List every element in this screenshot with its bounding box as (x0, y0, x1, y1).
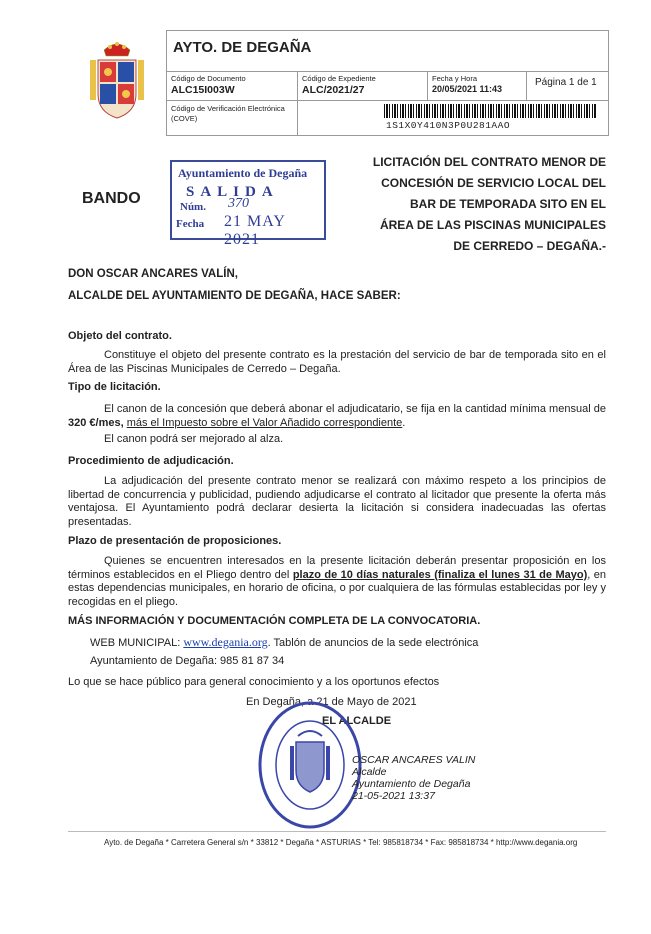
barcode (384, 104, 596, 118)
exp-code-cell: Código de Expediente ALC/2021/27 (298, 71, 428, 101)
doc-code-cell: Código de Documento ALC15I003W (167, 71, 298, 101)
web-link[interactable]: www.degania.org (183, 635, 268, 649)
s4-text: Quienes se encuentren interesados en la presente licitación deberán presentar proposición en los términos establecidos en el Pliego dentro del plazo de 10 días naturales (finaliza el lunes 31 de Mayo), en estas dependencias municipales, en horario de oficina, o por cualquiera de las fórmulas establecidas por ley y recogidas en el pliego. (68, 555, 607, 608)
s3-text: La adjudicación del presente contrato menor se realizará con máximo respeto a los principios de libertad de concurrencia y publicidad, pudiendo adjudicarse el contrato al licitador que presente la oferta más ventajosa. El Ayuntamiento podrá declarar desierta la licitación si considera inadecuadas las ofertas presentadas. (68, 475, 606, 528)
signature-block: OSCAR ANCARES VALIN Alcalde Ayuntamiento de Degaña 21-05-2021 13:37 (352, 754, 476, 802)
registry-stamp: Ayuntamiento de Degaña SALIDA Núm. 370 Fecha 21 MAY 2021 (170, 160, 326, 240)
closing: Lo que se hace público para general conocimiento y a los oportunos efectos (68, 676, 440, 688)
place-date: En Degaña, a 21 de Mayo de 2021 (246, 696, 417, 708)
cove-cell: Código de Verificación Electrónica (COVE) (167, 101, 298, 135)
footer-address: Ayto. de Degaña * Carretera General s/n * 33812 * Degaña * ASTURIAS * Tel: 985818734 * Fax: 985818734 * http://www.degania.org (104, 838, 578, 847)
intro-title: ALCALDE DEL AYUNTAMIENTO DE DEGAÑA, HACE SABER: (68, 290, 401, 302)
s3-heading: Procedimiento de adjudicación. (68, 455, 234, 467)
s1-heading: Objeto del contrato. (68, 330, 172, 342)
s2-heading: Tipo de licitación. (68, 381, 161, 393)
official-seal-icon (258, 700, 362, 830)
bando-heading: BANDO (82, 190, 141, 207)
s2-text2: El canon podrá ser mejorado al alza. (104, 433, 284, 445)
s5-heading: MÁS INFORMACIÓN Y DOCUMENTACIÓN COMPLETA DE LA CONVOCATORIA. (68, 615, 481, 627)
s2-text: El canon de la concesión que deberá abonar el adjudicatario, se fija en la cantidad mínima mensual de 320 €/mes, más el Impuesto sobre el Valor Añadido correspondiente. (68, 403, 606, 429)
header-org: AYTO. DE DEGAÑA (167, 31, 608, 72)
intro-name: DON OSCAR ANCARES VALÍN, (68, 268, 238, 280)
s4-heading: Plazo de presentación de proposiciones. (68, 535, 282, 547)
web-line: WEB MUNICIPAL: www.degania.org. Tablón de anuncios de la sede electrónica (90, 635, 479, 649)
barcode-text: 1S1X0Y410N3P0U281AAO (386, 120, 511, 131)
document-title: LICITACIÓN DEL CONTRATO MENOR DE CONCESIÓN DE SERVICIO LOCAL DEL BAR DE TEMPORADA SITO EN EL ÁREA DE LAS PISCINAS MUNICIPALES DE CERREDO – DEGAÑA.- (372, 155, 606, 253)
phone-line: Ayuntamiento de Degaña: 985 81 87 34 (90, 655, 285, 667)
datetime-cell: Fecha y Hora 20/05/2021 11:43 (428, 71, 527, 101)
footer-divider (68, 831, 606, 832)
coat-of-arms-icon (88, 38, 146, 120)
s1-text: Constituye el objeto del presente contrato es la prestación del servicio de bar de temporada sito en el Área de las Piscinas Municipales de Cerredo – Degaña. (68, 349, 606, 375)
page-cell: Página 1 de 1 (527, 71, 608, 101)
alcalde-heading: EL ALCALDE (322, 715, 392, 727)
